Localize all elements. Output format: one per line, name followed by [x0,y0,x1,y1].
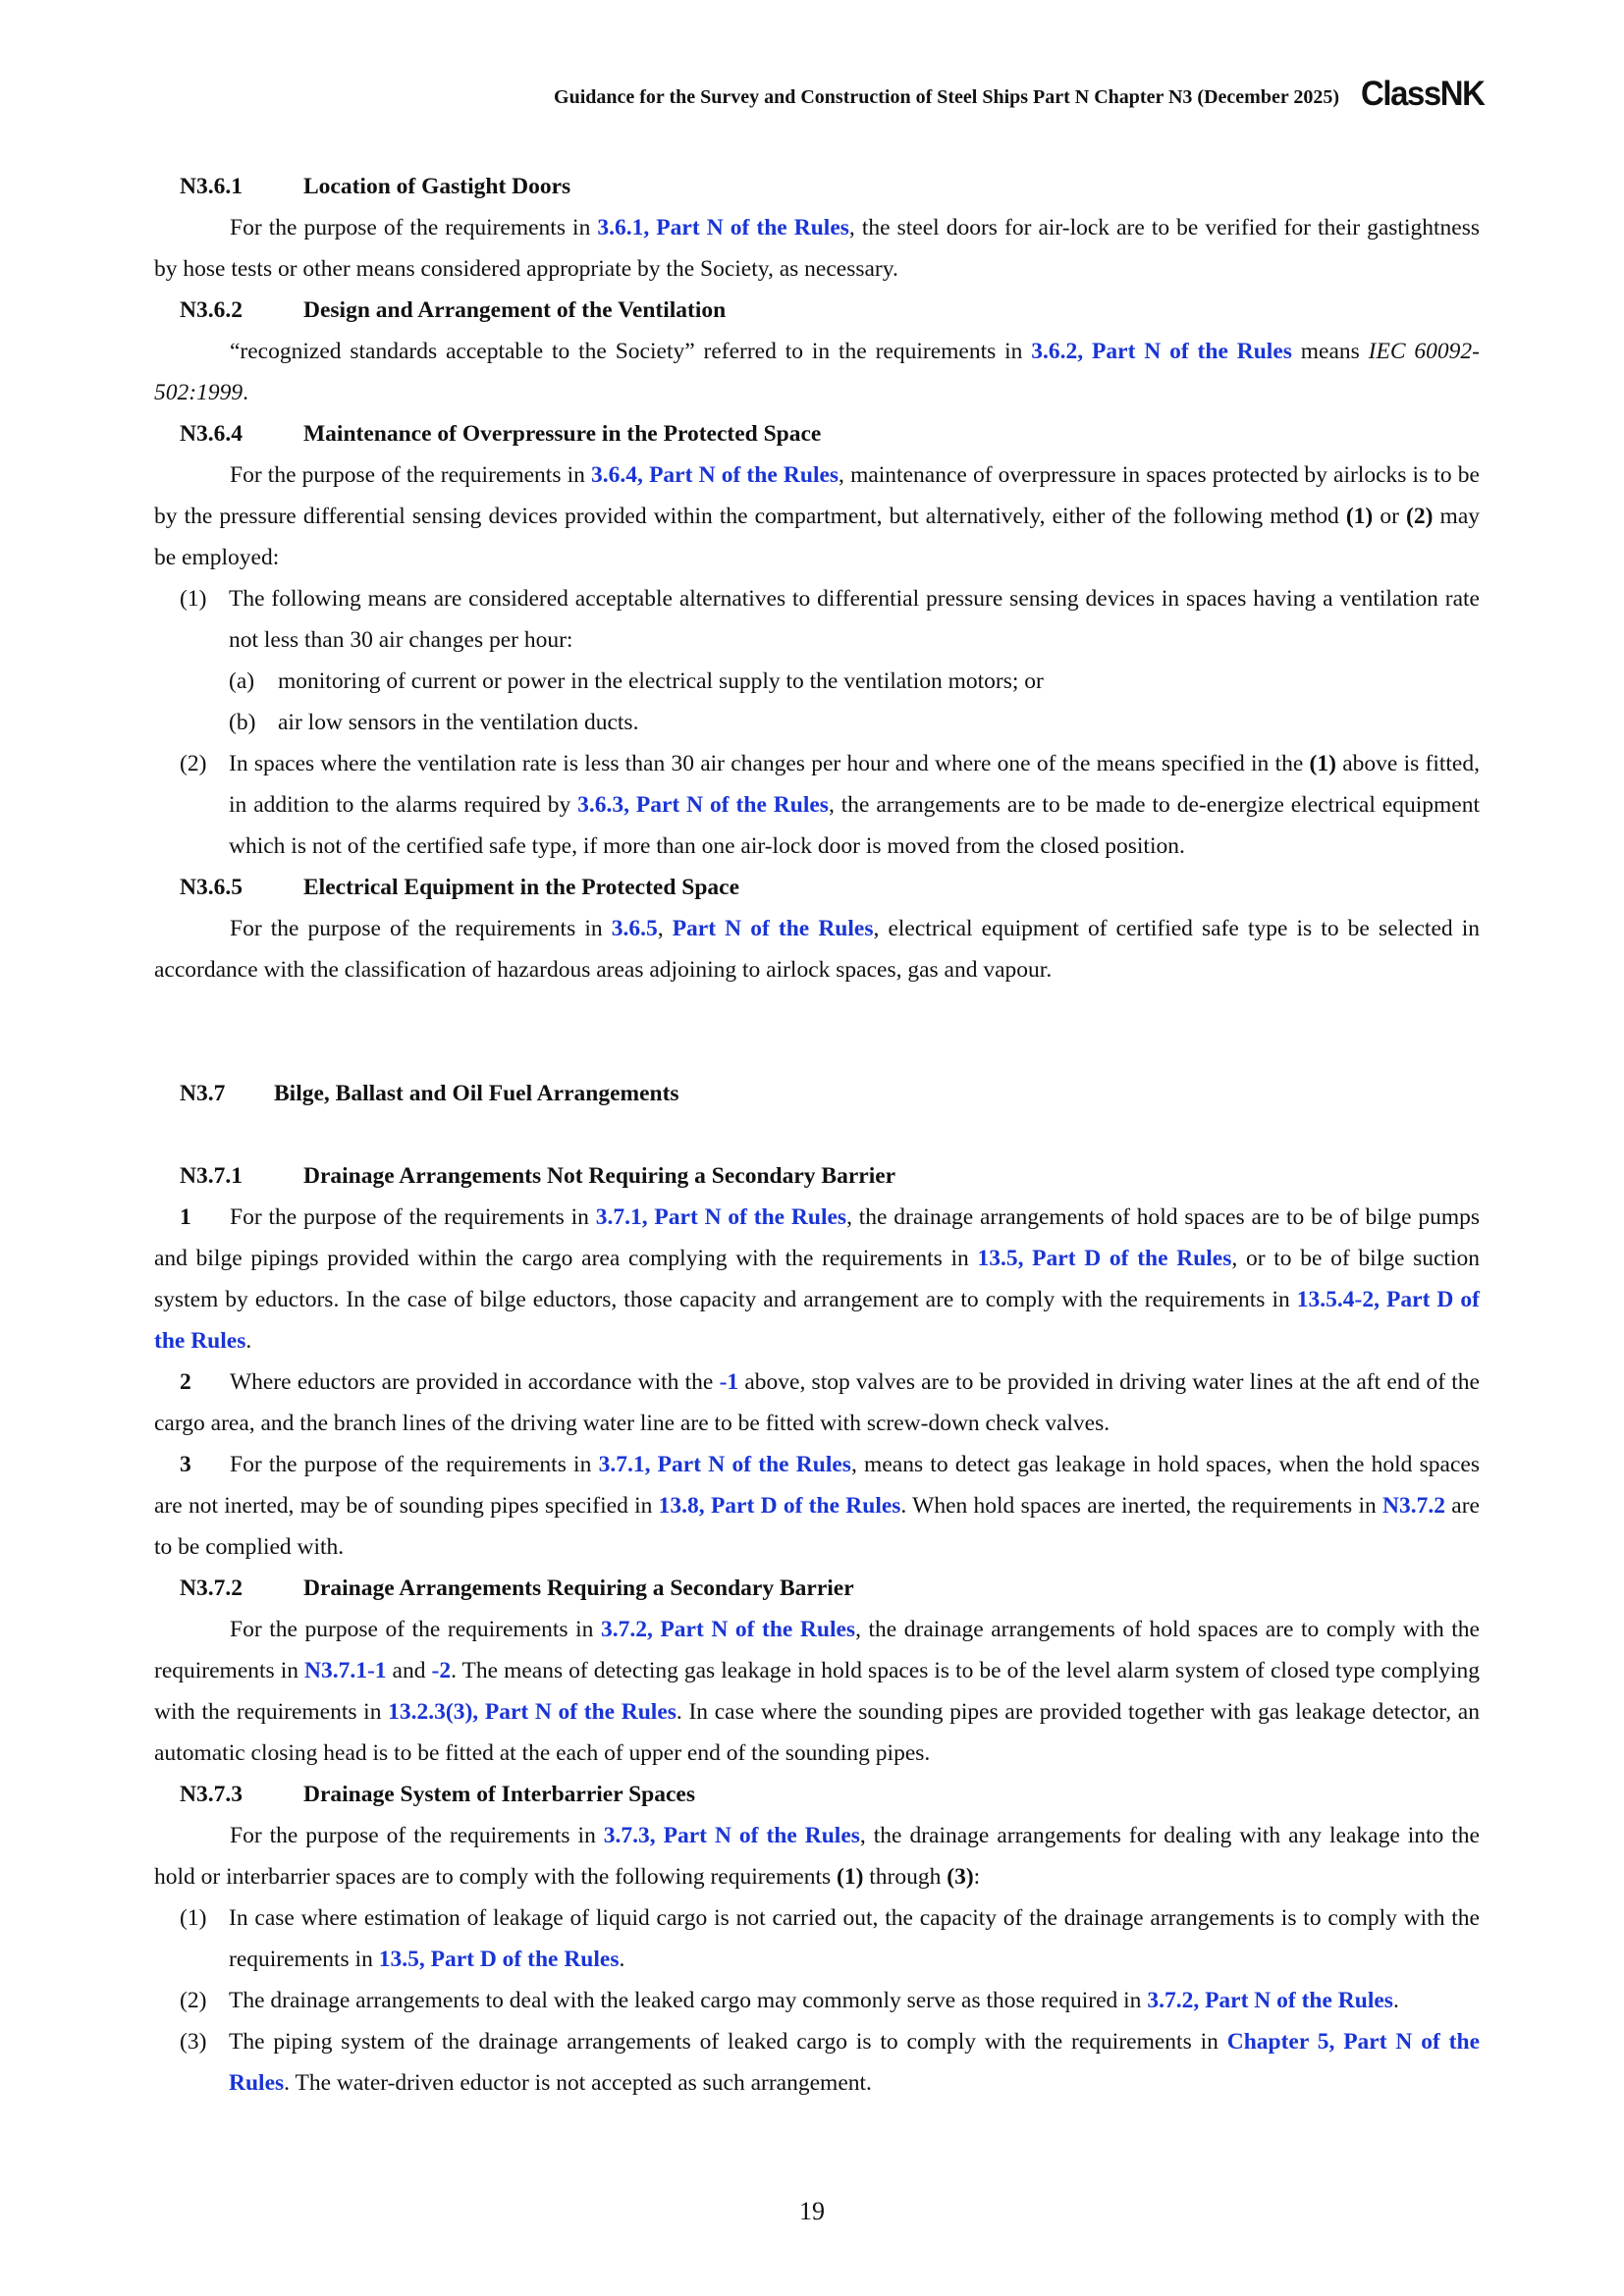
page-number: 19 [799,2197,825,2225]
sub-list-item: (a) monitoring of current or power in the electrical supply to the ventilation motors; or [229,668,1044,694]
section-heading-n3-7: N3.7 Bilge, Ballast and Oil Fuel Arrangements [180,1081,679,1106]
numbered-paragraph: 1 For the purpose of the requirements in 3.7.1, Part N of the Rules, the drainage arrangements of hold spaces are to be of bilge pumps and bilge pipings provided within the cargo area complying with the requirements in 13.5, Part D of the Rules, or to be of bilge suction system by eductors. In the case of bilge eductors, those capacity and arrangement are to comply with the requirements in 13.5.4-2, Part D of the Rules. [154,1204,1480,1354]
rule-link[interactable]: 3.7.3, Part N of the Rules [603,1823,860,1848]
spacer [154,990,1480,1073]
paragraph-n3-6-5: For the purpose of the requirements in 3.6.5, Part N of the Rules, electrical equipment of certified safe type is to be selected in accordance with the classification of hazardous areas adjoining to airlock spaces, gas and vapour. [154,916,1481,983]
header-title: Guidance for the Survey and Construction of Steel Ships Part N Chapter N3 (December 2025) [554,86,1339,108]
section-heading-n3-6-5: N3.6.5 Electrical Equipment in the Protected Space [180,875,740,900]
rule-link[interactable]: 3.6.1, Part N of the Rules [597,215,849,240]
rule-link[interactable]: N3.7.1-1 [303,1658,387,1683]
rule-link[interactable]: 13.2.3(3), Part N of the Rules [388,1699,677,1725]
rule-link[interactable]: 3.6.4, Part N of the Rules [591,462,839,488]
rule-link[interactable]: 13.8, Part D of the Rules [658,1493,901,1519]
page-header [0,75,1624,114]
document-body [154,166,1480,2104]
rule-link[interactable]: 3.7.2, Part N of the Rules [1147,1988,1393,2013]
rule-link[interactable]: 3.7.1, Part N of the Rules [595,1204,847,1230]
rule-link[interactable]: 13.5, Part D of the Rules [378,1947,620,1972]
list-item: (3) The piping system of the drainage arrangements of leaked cargo is to comply with the requirements in Chapter 5, Part N of the Rules. The water-driven eductor is not accepted as such arrangement. [180,2029,1480,2096]
rule-link[interactable]: N3.7.2 [1382,1493,1446,1519]
rule-link[interactable]: 13.5.4-2, Part D of the Rules [154,1287,1480,1354]
classnk-logo: ClassNK [1361,75,1485,113]
section-heading-n3-6-2: N3.6.2 Design and Arrangement of the Ventilation [180,297,727,323]
rule-link[interactable]: -1 [719,1369,739,1395]
rule-link[interactable]: 3.6.2, Part N of the Rules [1031,339,1292,364]
section-heading-n3-6-4: N3.6.4 Maintenance of Overpressure in the Protected Space [180,421,822,447]
rule-link[interactable]: 3.6.5 [611,916,658,941]
section-heading-n3-7-3: N3.7.3 Drainage System of Interbarrier Spaces [180,1782,695,1807]
section-heading-n3-7-2: N3.7.2 Drainage Arrangements Requiring a Secondary Barrier [180,1575,854,1601]
section-heading-n3-7-1: N3.7.1 Drainage Arrangements Not Requiring a Secondary Barrier [180,1163,896,1189]
spacer [154,1114,1480,1155]
rule-link[interactable]: 3.7.1, Part N of the Rules [598,1452,851,1477]
numbered-paragraph: 2 Where eductors are provided in accordance with the -1 above, stop valves are to be provided in driving water lines at the aft end of the cargo area, and the branch lines of the driving water line are to be fitted with screw-down check valves. [154,1369,1480,1436]
rule-link[interactable]: 3.7.2, Part N of the Rules [600,1617,856,1642]
paragraph-n3-6-1: For the purpose of the requirements in 3.6.1, Part N of the Rules, the steel doors for air-lock are to be verified for their gastightness by hose tests or other means considered appropriate by the Society, as necessary. [154,215,1480,282]
rule-link[interactable]: Part N of the Rules [672,916,874,941]
sub-list-item: (b) air low sensors in the ventilation ducts. [229,710,639,735]
list-item: (1) In case where estimation of leakage of liquid cargo is not carried out, the capacity of the drainage arrangements is to comply with the requirements in 13.5, Part D of the Rules. [180,1905,1480,1972]
list-item: (2) The drainage arrangements to deal with the leaked cargo may commonly serve as those required in 3.7.2, Part N of the Rules. [180,1988,1399,2013]
rule-link[interactable]: Chapter 5, Part N of the Rules [229,2029,1480,2096]
paragraph-n3-7-2: For the purpose of the requirements in 3.7.2, Part N of the Rules, the drainage arrangements of hold spaces are to comply with the requirements in N3.7.1-1 and -2. The means of detecting gas leakage in hold spaces is to be of the level alarm system of closed type complying with the requirements in 13.2.3(3), Part N of the Rules. In case where the sounding pipes are provided together with gas leakage detector, an automatic closing head is to be fitted at the each of upper end of the sounding pipes. [154,1617,1480,1766]
section-heading-n3-6-1: N3.6.1 Location of Gastight Doors [180,174,571,199]
rule-link[interactable]: 13.5, Part D of the Rules [977,1246,1232,1271]
rule-link[interactable]: 3.6.3, Part N of the Rules [577,792,829,818]
paragraph-n3-7-3: For the purpose of the requirements in 3.7.3, Part N of the Rules, the drainage arrangements for dealing with any leakage into the hold or interbarrier spaces are to comply with the following requirements (1) through (3): [154,1823,1480,1890]
numbered-paragraph: 3 For the purpose of the requirements in 3.7.1, Part N of the Rules, means to detect gas leakage in hold spaces, when the hold spaces are not inerted, may be of sounding pipes specified in 13.8, Part D of the Rules. When hold spaces are inerted, the requirements in N3.7.2 are to be complied with. [154,1452,1480,1560]
list-item: (1) The following means are considered acceptable alternatives to differential pressure sensing devices in spaces having a ventilation rate not less than 30 air changes per hour: [180,586,1480,653]
rule-link[interactable]: -2 [431,1658,452,1683]
paragraph-n3-6-4: For the purpose of the requirements in 3.6.4, Part N of the Rules, maintenance of overpressure in spaces protected by airlocks is to be by the pressure differential sensing devices provided within the compartment, but alternatively, either of the following method (1) or (2) may be employed: [154,462,1481,570]
paragraph-n3-6-2: “recognized standards acceptable to the Society” referred to in the requirements in 3.6.2, Part N of the Rules means IEC 60092-502:1999. [154,339,1480,405]
list-item: (2) In spaces where the ventilation rate is less than 30 air changes per hour and where one of the means specified in the (1) above is fitted, in addition to the alarms required by 3.6.3, Part N of the Rules, the arrangements are to be made to de-energize electrical equipment which is not of the certified safe type, if more than one air-lock door is moved from the closed position. [180,751,1480,859]
